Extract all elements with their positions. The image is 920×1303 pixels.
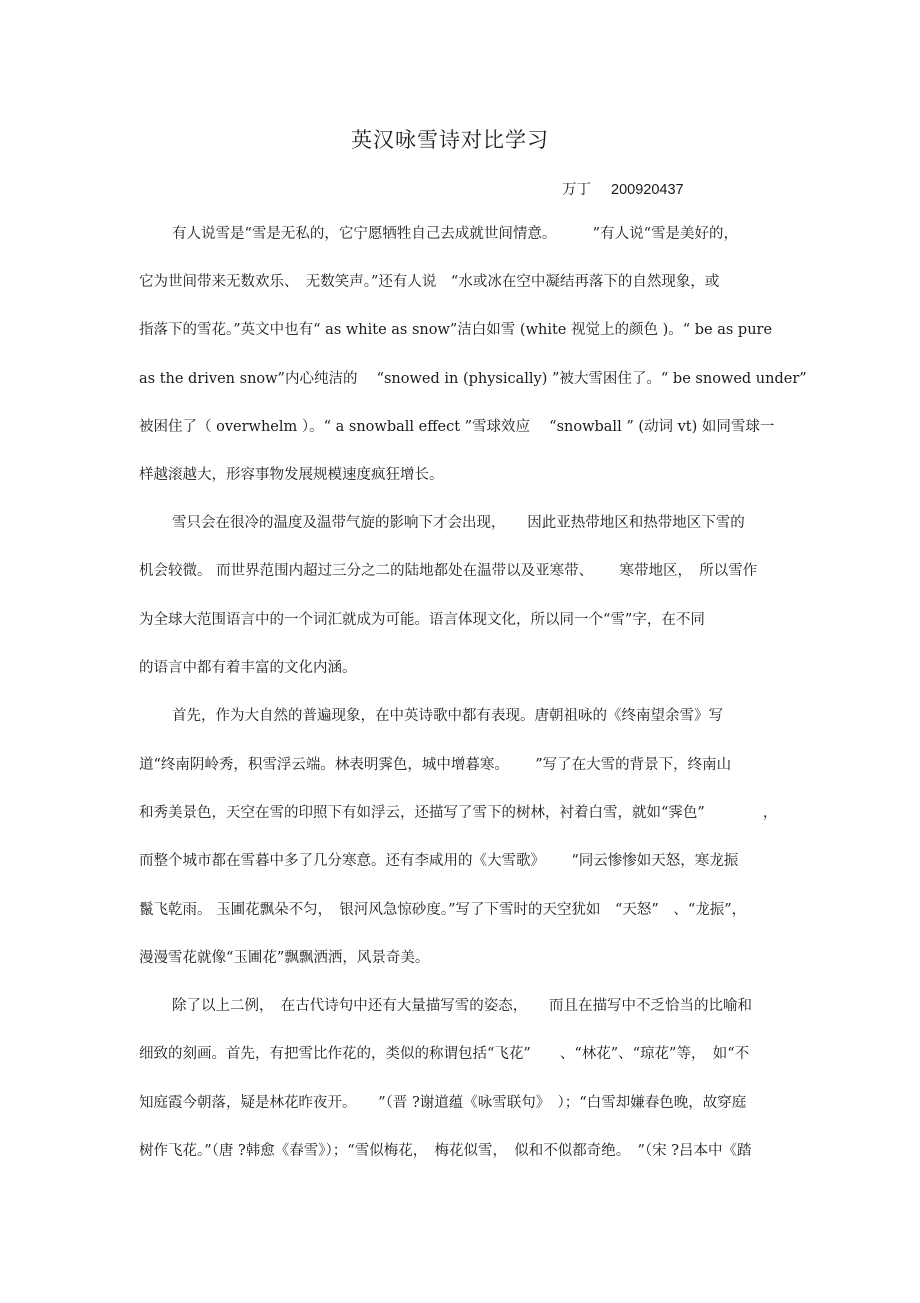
- paragraph-line: 首先，作为大自然的普遍现象，在中英诗歌中都有表现。唐朝祖咏的《终南望余雪》写: [172, 708, 723, 724]
- paragraph-line: 树作飞花。”（唐 ?韩愈《春雪》）；“雪似梅花， 梅花似雪， 似和不似都奇绝。 ”（宋 ?吕本中《踏: [139, 1143, 752, 1159]
- paragraph-line: 鬣飞乾雨。 玉圃花飘朵不匀， 银河风急惊砂度。”写了下雪时的天空犹如 “天怒” 、“龙振”，: [139, 902, 747, 918]
- paragraph-line: as the driven snow”内心纯洁的 “snowed in (physically) ”被大雪困住了。“ be snowed under”: [139, 371, 807, 387]
- paragraph-line: 指落下的雪花。”英文中也有“ as white as snow”洁白如雪 (white 视觉上的颜色 )。“ be as pure: [139, 322, 773, 338]
- paragraph-line: 道“终南阴岭秀，积雪浮云端。林表明霁色，城中增暮寒。 ”写了在大雪的背景下，终南山: [139, 757, 732, 773]
- paragraph-line: 有人说雪是“雪是无私的，它宁愿牺牲自己去成就世间情意。 ”有人说“雪是美好的，: [172, 226, 738, 242]
- paragraph-line: 被困住了（ overwhelm ）。“ a snowball effect ”雪球效应 “snowball ” (动词 vt) 如同雪球一: [139, 419, 775, 435]
- paragraph-line: 知庭霞今朝落，疑是林花昨夜开。 ”（晋 ?谢道蕴《咏雪联句》 ）；“白雪却嫌春色晚，故穿庭: [139, 1095, 747, 1111]
- author-id: 200920437: [611, 182, 684, 198]
- paragraph-line: 的语言中都有着丰富的文化内涵。: [139, 660, 357, 676]
- paragraph-line: 而整个城市都在雪暮中多了几分寒意。还有李咸用的《大雪歌》 “同云惨惨如天怒，寒龙振: [139, 853, 739, 869]
- paragraph-line: 机会较微。 而世界范围内超过三分之二的陆地都处在温带以及亚寒带、 寒带地区， 所以雪作: [139, 563, 758, 579]
- paragraph-line: 样越滚越大，形容事物发展规模速度疯狂增长。: [139, 467, 444, 483]
- paragraph-line: 漫漫雪花就像“玉圃花”飘飘洒洒，风景奇美。: [139, 950, 430, 966]
- author-line: [562, 178, 684, 199]
- paragraph-line: 细致的刻画。首先，有把雪比作花的，类似的称谓包括“飞花” 、“林花”、“琼花”等， 如“不: [139, 1046, 750, 1062]
- author-name: 万丁: [562, 182, 591, 198]
- document-title: 英汉咏雪诗对比学习: [351, 128, 549, 152]
- paragraph-line: 和秀美景色，天空在雪的印照下有如浮云，还描写了雪下的树林，衬着白雪，就如“霁色” ，: [139, 805, 778, 821]
- paragraph-line: 除了以上二例， 在古代诗句中还有大量描写雪的姿态， 而且在描写中不乏恰当的比喻和: [172, 998, 752, 1014]
- paragraph-line: 雪只会在很冷的温度及温带气旋的影响下才会出现， 因此亚热带地区和热带地区下雪的: [172, 515, 745, 531]
- paragraph-line: 为全球大范围语言中的一个词汇就成为可能。语言体现文化，所以同一个“雪”字，在不同: [139, 612, 705, 628]
- paragraph-line: 它为世间带来无数欢乐、 无数笑声。”还有人说 “水或冰在空中凝结再落下的自然现象，或: [139, 274, 720, 290]
